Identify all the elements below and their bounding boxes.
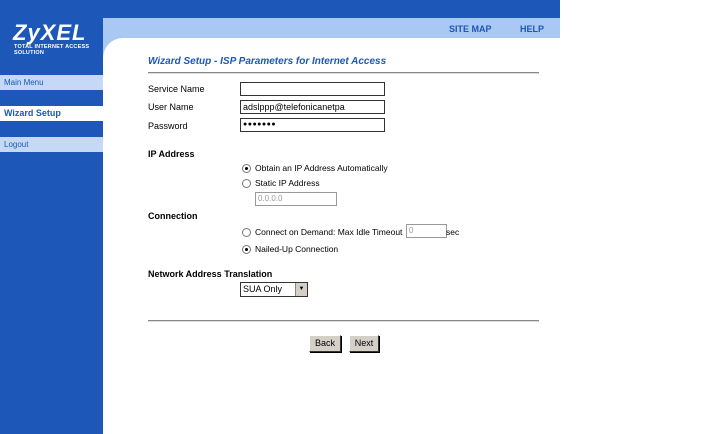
connect-on-demand-option[interactable] xyxy=(242,227,402,237)
logo-tagline: TOTAL INTERNET ACCESS SOLUTION xyxy=(14,44,90,56)
help-link[interactable]: HELP xyxy=(520,24,545,34)
sidebar-item-logout[interactable]: Logout xyxy=(0,137,103,152)
next-button[interactable]: Next xyxy=(349,335,379,352)
nat-select-value: SUA Only xyxy=(243,284,283,294)
connect-on-demand-label: Connect on Demand: Max Idle Timeout xyxy=(255,227,403,237)
ip-static-radio[interactable] xyxy=(242,179,251,188)
ip-static-label: Static IP Address xyxy=(255,178,320,188)
ip-auto-option[interactable] xyxy=(242,163,388,173)
password-input[interactable]: ●●●●●●● xyxy=(240,118,385,132)
nailed-up-option[interactable] xyxy=(242,244,338,254)
static-ip-input[interactable]: 0.0.0.0 xyxy=(255,192,337,206)
ip-address-heading: IP Address xyxy=(148,149,195,159)
site-map-link[interactable]: SITE MAP xyxy=(449,24,492,34)
sidebar xyxy=(0,38,103,434)
service-name-label: Service Name xyxy=(148,84,205,94)
divider-top xyxy=(148,72,539,74)
idle-timeout-input[interactable]: 0 xyxy=(406,224,447,238)
nat-select[interactable] xyxy=(240,282,308,297)
back-button[interactable]: Back xyxy=(309,335,341,352)
sidebar-item-wizard-setup[interactable]: Wizard Setup xyxy=(0,106,103,121)
user-name-label: User Name xyxy=(148,102,194,112)
logo-text: ZyXEL xyxy=(13,20,87,45)
user-name-input[interactable]: adslppp@telefonicanetpa xyxy=(240,100,385,114)
nat-heading: Network Address Translation xyxy=(148,269,273,279)
divider-bottom xyxy=(148,320,539,322)
sidebar-item-main-menu[interactable]: Main Menu xyxy=(0,75,103,90)
idle-timeout-unit: sec xyxy=(446,227,460,237)
page-title: Wizard Setup - ISP Parameters for Internet Access xyxy=(148,56,387,67)
nailed-up-label: Nailed-Up Connection xyxy=(255,244,339,254)
ip-auto-label: Obtain an IP Address Automatically xyxy=(255,163,388,173)
service-name-input[interactable] xyxy=(240,82,385,96)
ip-static-option[interactable] xyxy=(242,178,320,188)
password-label: Password xyxy=(148,121,188,131)
chevron-down-icon[interactable]: ▼ xyxy=(295,283,307,296)
connection-heading: Connection xyxy=(148,211,198,221)
ip-auto-radio[interactable] xyxy=(242,164,251,173)
nailed-up-radio[interactable] xyxy=(242,245,251,254)
connect-on-demand-radio[interactable] xyxy=(242,228,251,237)
logo xyxy=(0,0,103,58)
